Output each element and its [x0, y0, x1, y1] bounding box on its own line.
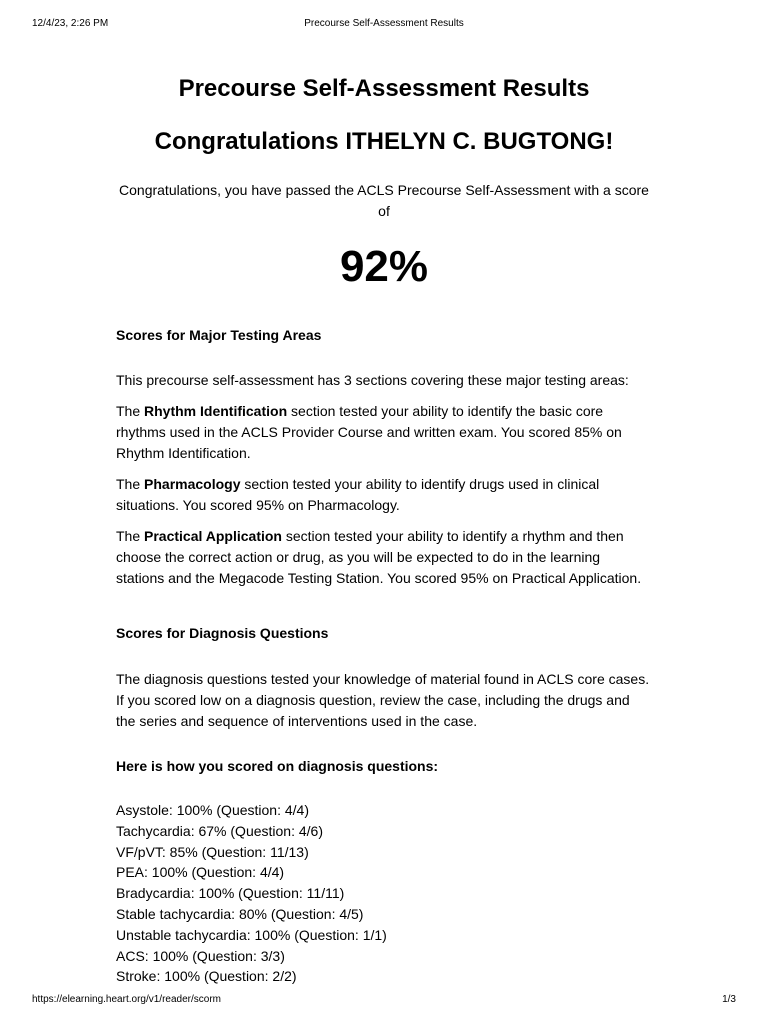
area-name: Pharmacology: [144, 476, 241, 492]
major-areas-intro: This precourse self-assessment has 3 sections covering these major testing areas:: [116, 372, 629, 388]
area-prefix: The: [116, 403, 145, 419]
diagnosis-score-list: [116, 800, 652, 987]
print-datetime: 12/4/23, 2:26 PM: [32, 18, 109, 29]
congrats-heading: Congratulations ITHELYN C. BUGTONG!: [154, 128, 614, 155]
pass-message: Congratulations, you have passed the ACLS Precourse Self-Assessment with a score of: [119, 182, 649, 219]
list-item: PEA: 100% (Question: 4/4): [116, 864, 285, 881]
diagnosis-list-heading: Here is how you scored on diagnosis questions:: [116, 758, 439, 774]
print-footer: [32, 994, 736, 1008]
list-item: Tachycardia: 67% (Question: 4/6): [116, 822, 323, 839]
diagnosis-intro: The diagnosis questions tested your knowledge of material found in ACLS core cases. If you scored low on a diagnosis question, review the case, including the drugs and the series and sequence of interventions used in the case.: [116, 671, 650, 729]
list-item: Bradycardia: 100% (Question: 11/11): [116, 885, 345, 902]
diagnosis-heading: Scores for Diagnosis Questions: [116, 625, 329, 641]
results-content: [116, 74, 652, 987]
major-areas-heading: Scores for Major Testing Areas: [116, 327, 322, 343]
area-name: Practical Application: [144, 528, 282, 544]
print-header: [32, 18, 736, 32]
area-text: section tested your ability to identify drugs used in clinical situations. You scored 95% on Pharmacology.: [116, 476, 600, 513]
list-item: VF/pVT: 85% (Question: 11/13): [116, 843, 309, 860]
list-item: Stroke: 100% (Question: 2/2): [116, 968, 297, 985]
area-practical-application: [116, 526, 652, 589]
print-doc-title: Precourse Self-Assessment Results: [304, 18, 464, 29]
page-number: 1/3: [722, 994, 736, 1005]
area-prefix: The: [116, 476, 145, 492]
overall-score: 92%: [339, 242, 429, 291]
list-item: Asystole: 100% (Question: 4/4): [116, 802, 309, 818]
list-item: Unstable tachycardia: 100% (Question: 1/1): [116, 926, 387, 943]
area-text: section tested your ability to identify the basic core rhythms used in the ACLS Provider Course and written exam. You scored 85% on Rhythm Identification.: [116, 403, 622, 461]
area-prefix: The: [116, 528, 145, 544]
print-url: https://elearning.heart.org/v1/reader/scorm: [32, 994, 221, 1005]
area-name: Rhythm Identification: [144, 403, 288, 419]
area-text: section tested your ability to identify a rhythm and then choose the correct action or drug, as you will be expected to do in the learning stations and the Megacode Testing Station. You scored 95% on Practical Application.: [116, 528, 642, 586]
page-title: Precourse Self-Assessment Results: [178, 75, 590, 102]
area-rhythm-identification: [116, 401, 652, 464]
list-item: Stable tachycardia: 80% (Question: 4/5): [116, 905, 364, 922]
list-item: ACS: 100% (Question: 3/3): [116, 947, 285, 964]
area-pharmacology: [116, 474, 652, 516]
